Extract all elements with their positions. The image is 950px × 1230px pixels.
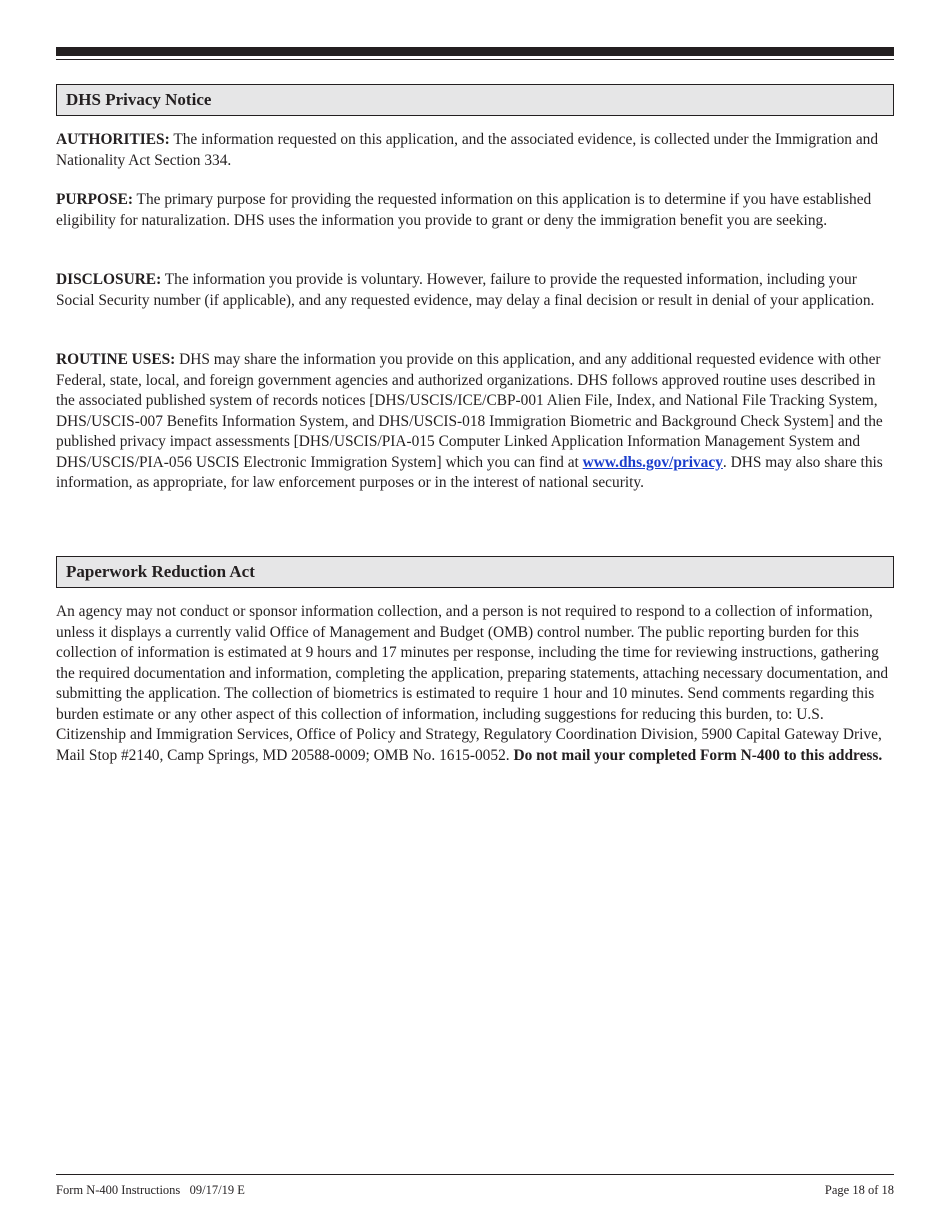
routine-uses-text: DHS may share the information you provide on this application, and any additional requested evidence with other Federal, state, local, and foreign government agencies and authorized organizations. DHS follows approved routine uses described in the associated published system of records notices [DHS/USCIS/ICE/CBP-001 Alien File, Index, and National File Tracking System, DHS/USCIS-007 Benefits Information System, and DHS/USCIS-018 Immigration Biometric and Background Check System] and the published privacy impact assessments [DHS/USCIS/PIA-015 Computer Linked Application Information Management System and DHS/USCIS/PIA-056 USCIS Electronic Immigration System] which you can find at (56, 351, 883, 471)
paperwork-bold-warning: Do not mail your completed Form N-400 to this address. (513, 746, 883, 764)
authorities-text: The information requested on this application, and the associated evidence, is collected under the Immigration and Nationality Act Section 334. (56, 131, 879, 169)
authorities-paragraph (56, 130, 894, 171)
purpose-paragraph (56, 190, 894, 231)
footer-rule (56, 1174, 894, 1175)
disclosure-paragraph (56, 270, 894, 311)
purpose-label: PURPOSE: (56, 191, 133, 208)
privacy-notice-title: DHS Privacy Notice (66, 90, 212, 109)
paperwork-reduction-act-header (56, 556, 894, 588)
top-rule-thick (56, 47, 894, 56)
paperwork-reduction-act-title: Paperwork Reduction Act (66, 562, 255, 581)
top-rule-thin (56, 59, 894, 60)
footer-page-number: Page 18 of 18 (824, 1183, 894, 1197)
routine-uses-text-after: . DHS may also share this information, as appropriate, for law enforcement purposes or in the interest of national security. (56, 453, 883, 491)
privacy-notice-header (56, 84, 894, 116)
dhs-privacy-link[interactable]: www.dhs.gov/privacy (582, 453, 723, 471)
disclosure-label: DISCLOSURE: (56, 271, 162, 288)
routine-uses-label: ROUTINE USES: (56, 351, 176, 368)
disclosure-text: The information you provide is voluntary. However, failure to provide the requested information, including your Social Security number (if applicable), and any requested evidence, may delay a final decision or result in denial of your application. (56, 271, 875, 309)
routine-uses-paragraph (56, 350, 894, 494)
document-page (56, 0, 894, 1230)
authorities-label: AUTHORITIES: (56, 131, 170, 148)
purpose-text: The primary purpose for providing the requested information on this application is to determine if you have established eligibility for naturalization. DHS uses the information you provide to grant or deny the immigration benefit you are seeking. (56, 191, 872, 229)
footer-form-info: Form N-400 Instructions 09/17/19 E (56, 1183, 245, 1197)
paperwork-reduction-paragraph (56, 602, 894, 766)
paperwork-reduction-text: An agency may not conduct or sponsor information collection, and a person is not required to respond to a collection of information, unless it displays a currently valid Office of Management and Budget (OMB) control number. The public reporting burden for this collection of information is estimated at 9 hours and 17 minutes per response, including the time for reviewing instructions, gathering the required documentation and information, completing the application, preparing statements, attaching necessary documentation, and submitting the application. The collection of biometrics is estimated to require 1 hour and 10 minutes. Send comments regarding this burden estimate or any other aspect of this collection of information, including suggestions for reducing this burden, to: U.S. Citizenship and Immigration Services, Office of Policy and Strategy, Regulatory Coordination Division, 5900 Capital Gateway Drive, Mail Stop #2140, Camp Springs, MD 20588-0009; OMB No. 1615-0052. (56, 603, 889, 764)
